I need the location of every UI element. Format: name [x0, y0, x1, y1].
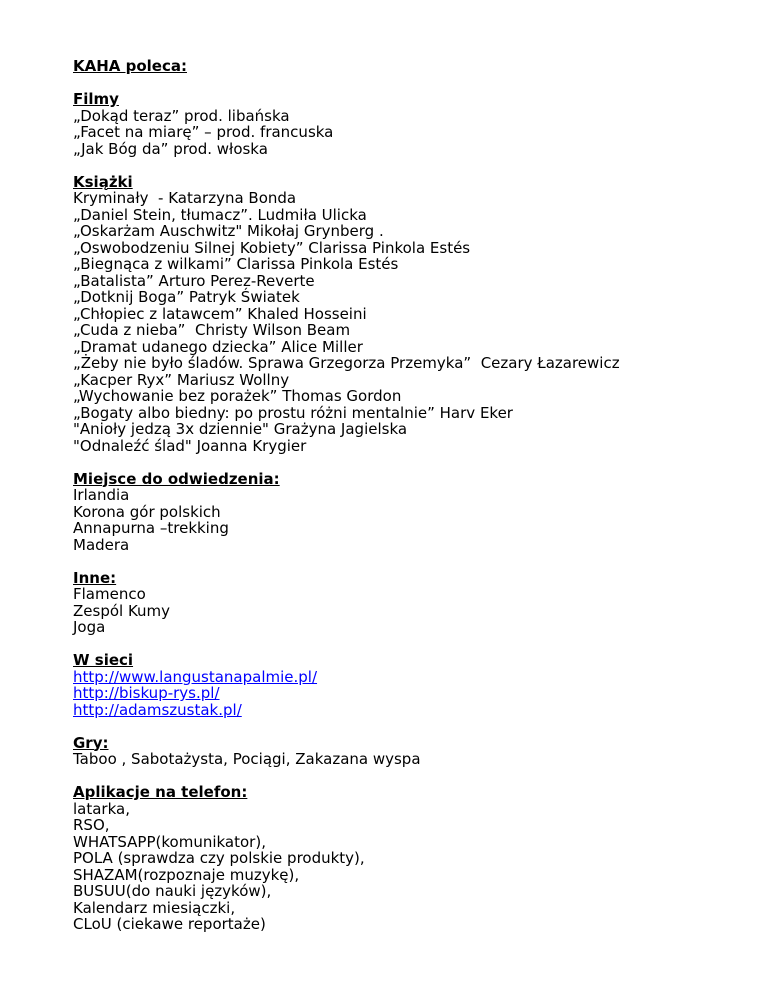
list-item: latarka,	[73, 799, 130, 818]
section-heading-miejsca: Miejsce do odwiedzenia:	[73, 469, 280, 488]
section-heading-w-sieci: W sieci	[73, 651, 134, 669]
list-item: „Chłopiec z latawcem” Khaled Hosseini	[73, 304, 367, 323]
list-item: „Jak Bóg da” prod. włoska	[73, 139, 268, 158]
list-item: BUSUU(do nauki języków),	[73, 882, 272, 900]
web-link-langustanapalmie[interactable]: http://www.langustanapalmie.pl/	[73, 667, 318, 686]
list-item: „Kacper Ryx” Mariusz Wollny	[73, 370, 290, 389]
list-item: Taboo , Sabotażysta, Pociągi, Zakazana wyspa	[73, 750, 421, 768]
list-item: Joga	[73, 618, 106, 636]
list-item: "Anioły jedzą 3x dziennie" Grażyna Jagielska	[73, 420, 408, 438]
list-item: „Wychowanie bez porażek” Thomas Gordon	[73, 387, 402, 405]
list-item: „Oswobodzeniu Silnej Kobiety” Clarissa Pinkola Estés	[73, 238, 471, 257]
section-filmy	[73, 91, 753, 157]
section-heading-gry: Gry:	[73, 733, 109, 752]
list-item: Madera	[73, 535, 130, 554]
list-item: „Bogaty albo biedny: po prostu różni mentalnie” Harv Eker	[73, 403, 513, 422]
list-item: „Dotknij Boga” Patryk Światek	[73, 288, 300, 306]
section-gry	[73, 735, 753, 768]
list-item: „Dramat udanego dziecka” Alice Miller	[73, 337, 363, 356]
document-title: KAHA poleca:	[73, 57, 187, 75]
web-link-adamszustak[interactable]: http://adamszustak.pl/	[73, 700, 242, 719]
list-item: „Cuda z nieba” Christy Wilson Beam	[73, 321, 351, 339]
section-inne	[73, 570, 753, 636]
list-item: Zespól Kumy	[73, 601, 171, 620]
section-miejsca	[73, 471, 753, 554]
section-heading-filmy: Filmy	[73, 90, 119, 108]
list-item: RSO,	[73, 816, 110, 834]
web-link-biskup-rys[interactable]: http://biskup-rys.pl/	[73, 684, 220, 702]
list-item: Annapurna –trekking	[73, 519, 229, 537]
list-item: Flamenco	[73, 585, 146, 603]
list-item: „Batalista” Arturo Perez-Reverte	[73, 271, 315, 290]
list-item: Irlandia	[73, 486, 130, 504]
list-item: „Dokąd teraz” prod. libańska	[73, 106, 290, 125]
list-item: Korona gór polskich	[73, 502, 221, 521]
list-item: POLA (sprawdza czy polskie produkty),	[73, 849, 365, 867]
section-w-sieci	[73, 652, 753, 718]
section-heading-ksiazki: Książki	[73, 172, 133, 191]
list-item: „Biegnąca z wilkami” Clarissa Pinkola Estés	[73, 255, 399, 273]
list-item: "Odnaleźć ślad" Joanna Krygier	[73, 436, 307, 455]
list-item: CLoU (ciekawe reportaże)	[73, 915, 266, 933]
list-item: WHATSAPP(komunikator),	[73, 832, 266, 851]
list-item: Kalendarz miesiączki,	[73, 898, 236, 917]
list-item: SHAZAM(rozpoznaje muzykę),	[73, 865, 300, 884]
section-ksiazki	[73, 174, 753, 455]
list-item: „Oskarżam Auschwitz" Mikołaj Grynberg .	[73, 222, 384, 240]
document-page	[73, 58, 753, 933]
section-heading-aplikacje: Aplikacje na telefon:	[73, 783, 248, 801]
list-item: „Daniel Stein, tłumacz”. Ludmiła Ulicka	[73, 205, 367, 224]
section-heading-inne: Inne:	[73, 568, 117, 587]
section-aplikacje	[73, 784, 753, 933]
list-item: „Facet na miarę” – prod. francuska	[73, 123, 334, 141]
list-item: Kryminały - Katarzyna Bonda	[73, 189, 297, 207]
list-item: „Żeby nie było śladów. Sprawa Grzegorza Przemyka” Cezary Łazarewicz	[73, 354, 620, 372]
